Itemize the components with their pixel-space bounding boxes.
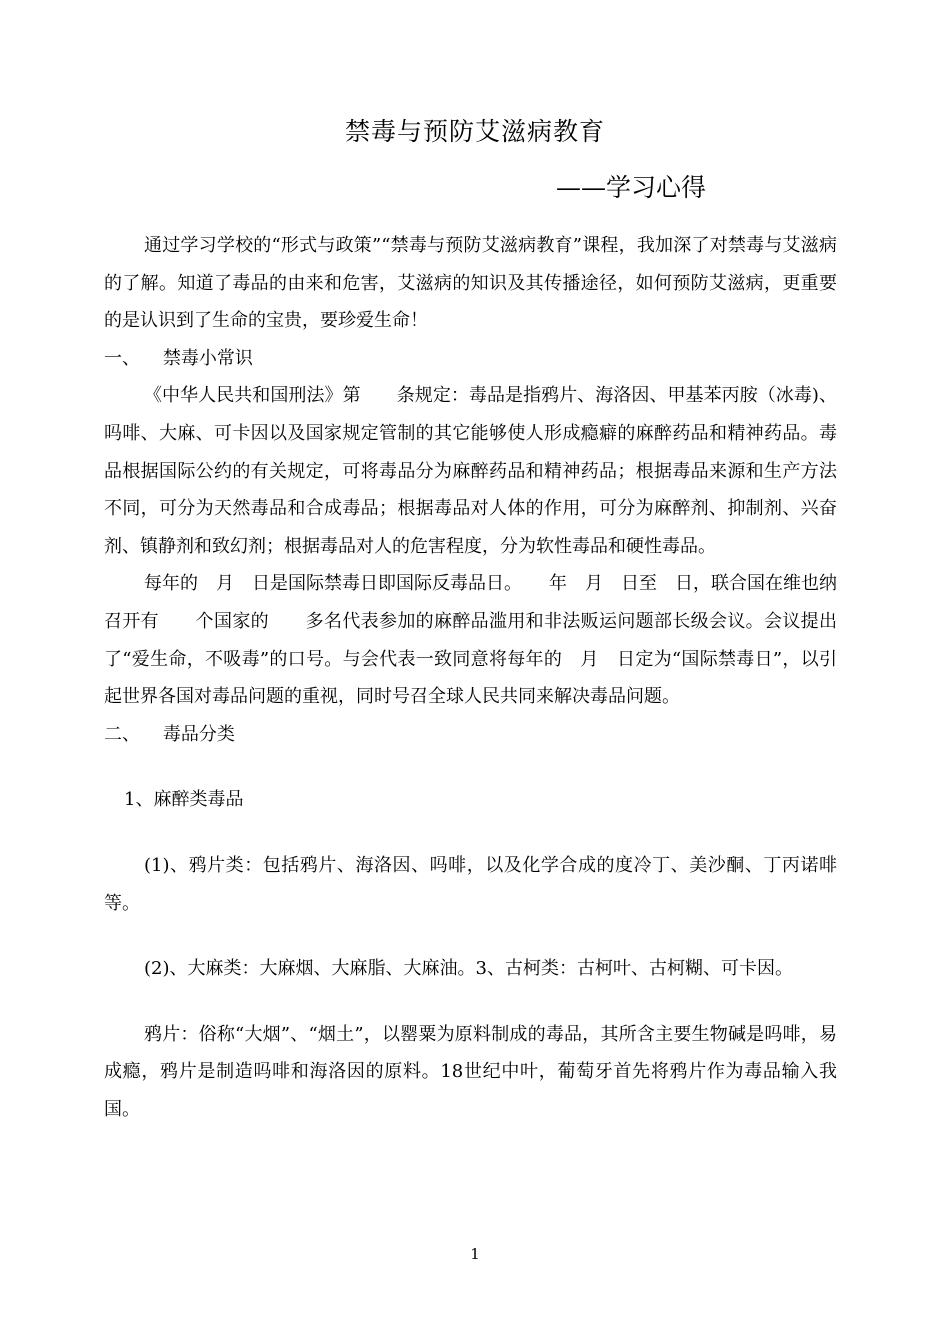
cannabis-class-paragraph: (2)、大麻类：大麻烟、大麻脂、大麻油。3、古柯类：古柯叶、古柯糊、可卡因。 [144,958,793,980]
document-title: 禁毒与预防艾滋病教育 [344,117,605,146]
narcotics-subheading: 1、麻醉类毒品 [124,789,244,811]
document-subtitle: ——学习心得 [556,173,707,202]
opium-class-paragraph: (1)、鸦片类：包括鸦片、海洛因、吗啡，以及化学合成的度冷丁、美沙酮、丁丙诺啡等。 [104,854,837,914]
intro-paragraph: 通过学习学校的“形式与政策”“禁毒与预防艾滋病教育”课程，我加深了对禁毒与艾滋病的了解。知道了毒品的由来和危害，艾滋病的知识及其传播途径，如何预防艾滋病，更重要的是认识到了生命的宝贵，要珍爱生命！ [104,235,837,332]
drug-day-paragraph: 每年的 月 日是国际禁毒日即国际反毒品日。 年 月 日至 日，联合国在维也纳召开有 个国家的 多名代表参加的麻醉品滥用和非法贩运问题部长级会议。会议提出了“爱生命，不吸毒”的口号。与会代表一致同意将每年的 月 日定为“国际禁毒日”，以引起世界各国对毒品问题的重视，同时号召全球人民共同来解决毒品问题。 [104,573,837,708]
document-body [104,227,837,1128]
section-heading-2: 二、 毒品分类 [104,723,235,745]
law-paragraph: 《中华人民共和国刑法》第 条规定：毒品是指鸦片、海洛因、甲基苯丙胺（冰毒)、吗啡、大麻、可卡因以及国家规定管制的其它能够使人形成瘾癖的麻醉药品和精神药品。毒品根据国际公约的有关规定，可将毒品分为麻醉药品和精神药品；根据毒品来源和生产方法不同，可分为天然毒品和合成毒品；根据毒品对人体的作用，可分为麻醉剂、抑制剂、兴奋剂、镇静剂和致幻剂；根据毒品对人的危害程度，分为软性毒品和硬性毒品。 [104,385,837,557]
opium-paragraph: 鸦片：俗称“大烟”、“烟土”，以罂粟为原料制成的毒品，其所含主要生物碱是吗啡，易成瘾，鸦片是制造吗啡和海洛因的原料。18世纪中叶，葡萄牙首先将鸦片作为毒品输入我国。 [104,1023,837,1120]
page-number: 1 [470,1245,480,1263]
section-heading-1: 一、 禁毒小常识 [104,347,253,369]
